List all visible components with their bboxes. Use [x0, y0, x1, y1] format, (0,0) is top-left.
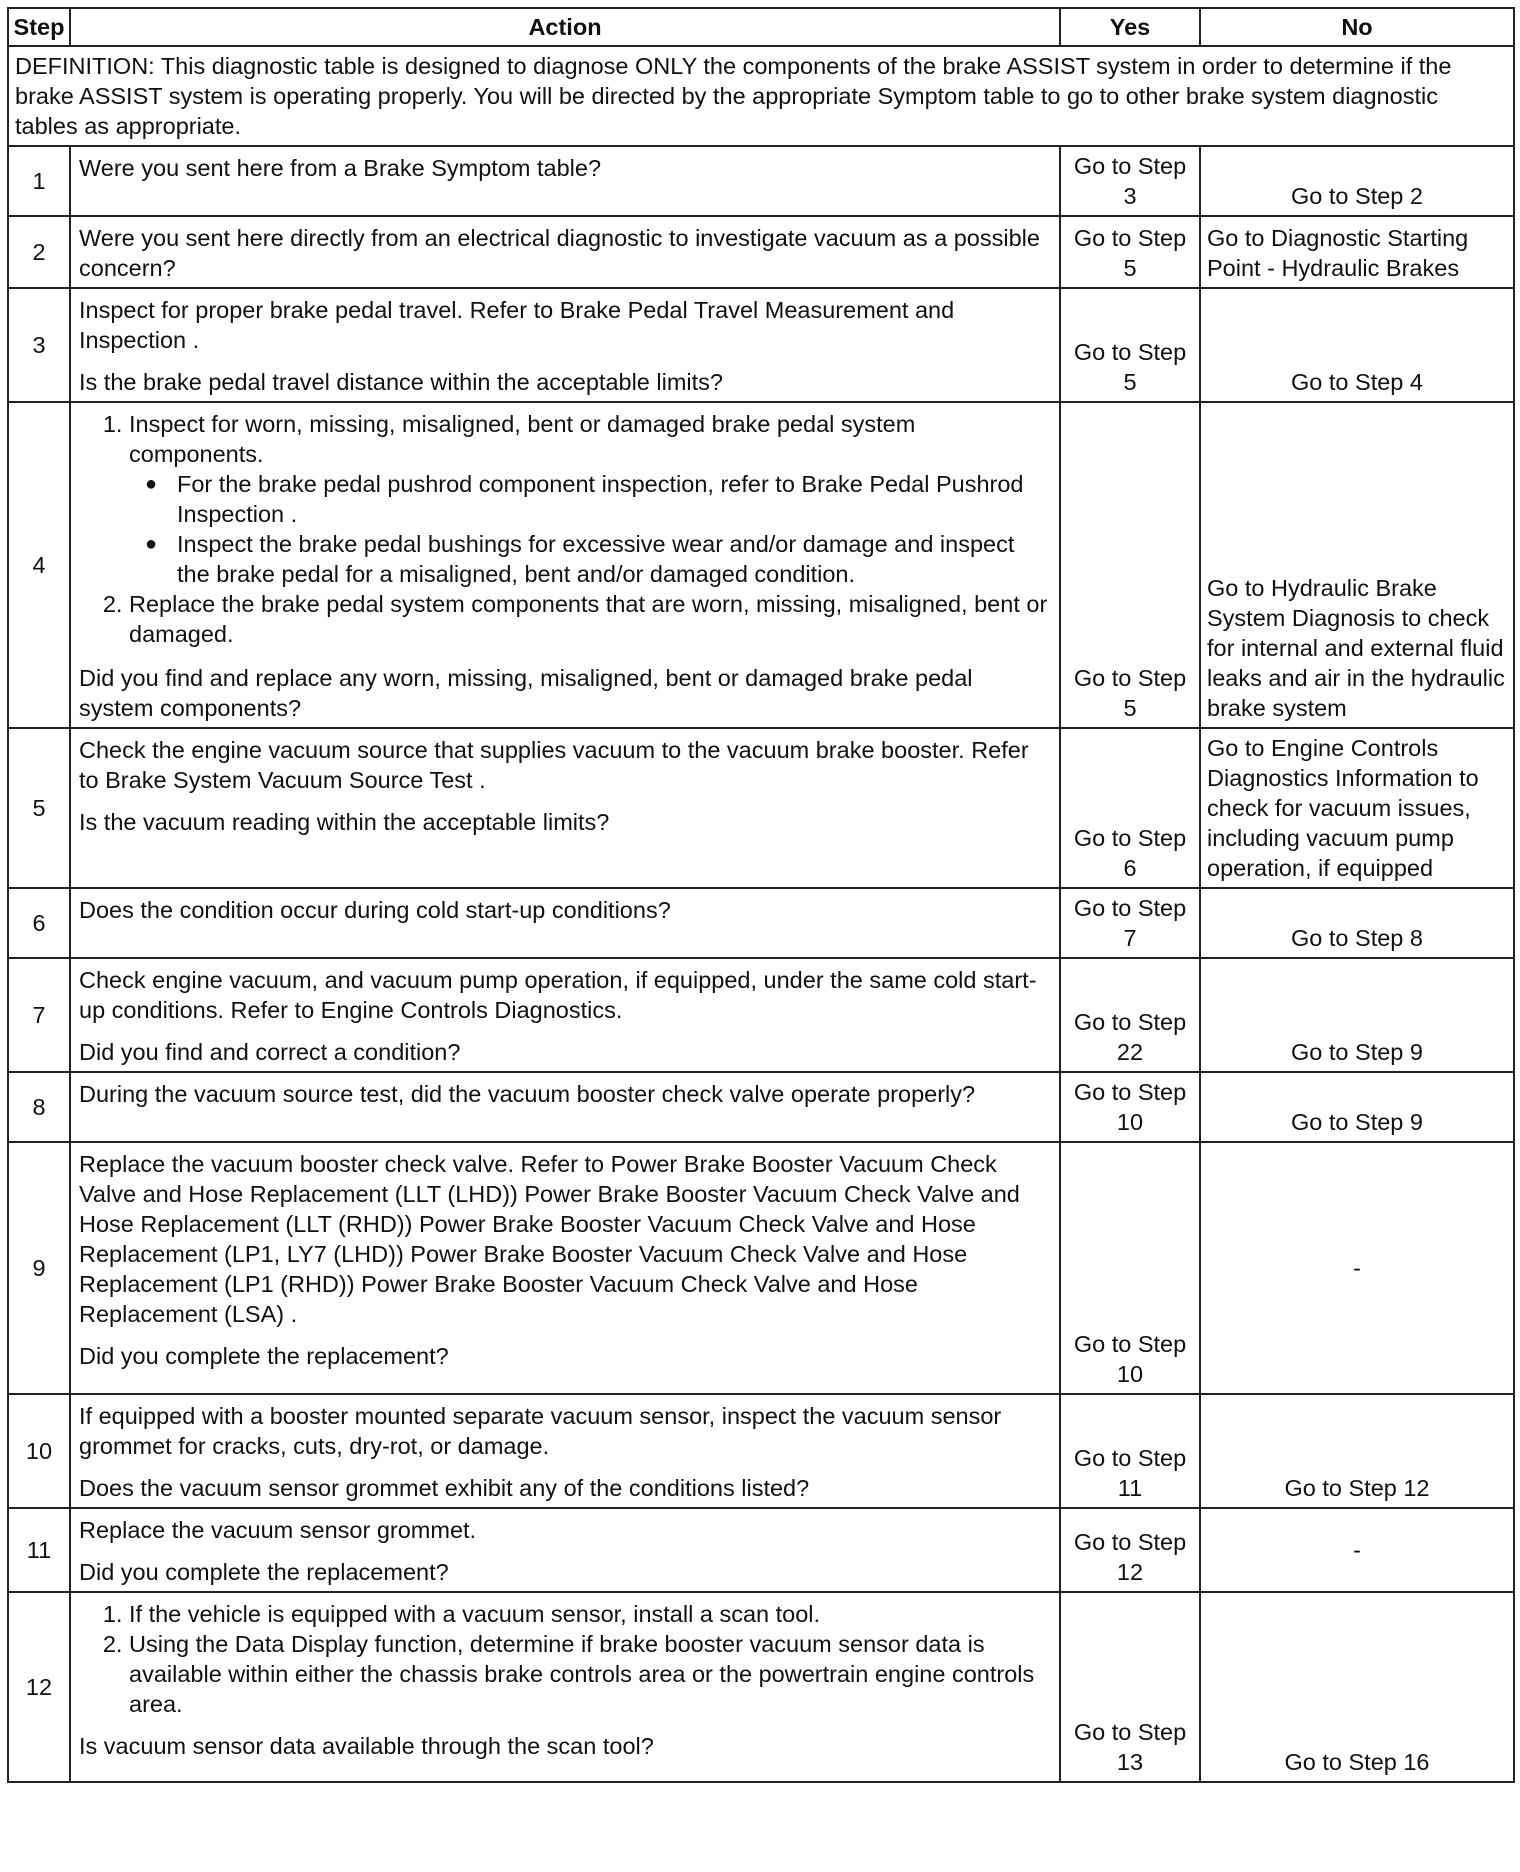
- header-yes: Yes: [1060, 8, 1200, 46]
- action-text: Replace the vacuum booster check valve. Refer to Power Brake Booster Vacuum Check Valve and Hose Replacement (LLT (LHD)) Power Brake Booster Vacuum Check Valve and Hose Replacement (LLT (RHD)) Power Brake Booster Vacuum Check Valve and Hose Replacement (LP1, LY7 (LHD)) Power Brake Booster Vacuum Check Valve and Hose Replacement (LP1 (RHD)) Power Brake Booster Vacuum Check Valve and Hose Replacement (LSA) .: [79, 1151, 1020, 1327]
- yes-cell: Go to Step 5: [1060, 288, 1200, 402]
- step-number: 3: [8, 288, 70, 402]
- table-row: [8, 1508, 1514, 1592]
- action-text: During the vacuum source test, did the vacuum booster check valve operate properly?: [79, 1081, 976, 1107]
- header-row: [8, 8, 1514, 46]
- action-cell: [70, 402, 1060, 728]
- action-question: Is vacuum sensor data available through the scan tool?: [79, 1733, 654, 1759]
- list-item: [129, 589, 1051, 649]
- action-question: Did you complete the replacement?: [79, 1559, 449, 1585]
- action-list: [79, 1599, 1051, 1719]
- table-row: [8, 728, 1514, 888]
- step-number: 10: [8, 1394, 70, 1508]
- step-number: 8: [8, 1072, 70, 1142]
- list-item: 2. Using the Data Display function, determine if brake booster vacuum sensor data is available within either the chassis brake controls area or the powertrain engine controls area.: [129, 1629, 1051, 1719]
- yes-cell: Go to Step 6: [1060, 728, 1200, 888]
- action-cell: [70, 1592, 1060, 1782]
- no-cell: Go to Step 9: [1200, 1072, 1514, 1142]
- action-question: Does the vacuum sensor grommet exhibit any of the conditions listed?: [79, 1475, 810, 1501]
- action-cell: [70, 216, 1060, 288]
- table-row: [8, 1142, 1514, 1394]
- action-cell: [70, 1142, 1060, 1394]
- action-text: Check engine vacuum, and vacuum pump operation, if equipped, under the same cold start-up conditions. Refer to Engine Controls Diagnostics.: [79, 967, 1037, 1023]
- yes-cell: Go to Step 10: [1060, 1142, 1200, 1394]
- step-number: 4: [8, 402, 70, 728]
- step-number: 11: [8, 1508, 70, 1592]
- bullet-item: ● Inspect the brake pedal bushings for excessive wear and/or damage and inspect the brake pedal for a misaligned, bent and/or damaged condition.: [177, 529, 1051, 589]
- table-row: [8, 1592, 1514, 1782]
- table-row: [8, 146, 1514, 216]
- step-number: 1: [8, 146, 70, 216]
- yes-cell: Go to Step 12: [1060, 1508, 1200, 1592]
- bullet-item: ● For the brake pedal pushrod component inspection, refer to Brake Pedal Pushrod Inspection .: [177, 469, 1051, 529]
- no-cell: Go to Step 2: [1200, 146, 1514, 216]
- action-text: Were you sent here directly from an electrical diagnostic to investigate vacuum as a possible concern?: [79, 225, 1040, 281]
- no-cell: Go to Step 4: [1200, 288, 1514, 402]
- list-item: [129, 409, 1051, 589]
- no-cell: Go to Step 12: [1200, 1394, 1514, 1508]
- yes-cell: Go to Step 3: [1060, 146, 1200, 216]
- action-cell: [70, 958, 1060, 1072]
- header-action: Action: [70, 8, 1060, 46]
- step-number: 9: [8, 1142, 70, 1394]
- definition-row: [8, 46, 1514, 146]
- list-item-text: Inspect for worn, missing, misaligned, bent or damaged brake pedal system components.: [129, 411, 916, 467]
- action-list: [79, 409, 1051, 649]
- table-row: [8, 958, 1514, 1072]
- step-number: 2: [8, 216, 70, 288]
- table-row: [8, 216, 1514, 288]
- action-question: Is the vacuum reading within the acceptable limits?: [79, 809, 610, 835]
- action-cell: [70, 1072, 1060, 1142]
- action-question: Is the brake pedal travel distance within the acceptable limits?: [79, 369, 723, 395]
- action-text: Inspect for proper brake pedal travel. Refer to Brake Pedal Travel Measurement and Inspection .: [79, 297, 955, 353]
- action-cell: [70, 888, 1060, 958]
- step-number: 12: [8, 1592, 70, 1782]
- table-row: [8, 402, 1514, 728]
- yes-cell: Go to Step 5: [1060, 216, 1200, 288]
- action-text: If equipped with a booster mounted separate vacuum sensor, inspect the vacuum sensor grommet for cracks, cuts, dry-rot, or damage.: [79, 1403, 1002, 1459]
- action-question: Did you complete the replacement?: [79, 1343, 449, 1369]
- action-cell: [70, 728, 1060, 888]
- action-text: Does the condition occur during cold start-up conditions?: [79, 897, 671, 923]
- action-text: Were you sent here from a Brake Symptom table?: [79, 155, 602, 181]
- yes-cell: Go to Step 7: [1060, 888, 1200, 958]
- definition-text: DEFINITION: This diagnostic table is designed to diagnose ONLY the components of the brake ASSIST system in order to determine if the brake ASSIST system is operating properly. You will be directed by the appropriate Symptom table to go to other brake system diagnostic tables as appropriate.: [8, 46, 1514, 146]
- action-cell: [70, 1508, 1060, 1592]
- no-cell: Go to Step 8: [1200, 888, 1514, 958]
- no-cell: Go to Step 9: [1200, 958, 1514, 1072]
- table-row: [8, 1072, 1514, 1142]
- action-text: Check the engine vacuum source that supplies vacuum to the vacuum brake booster. Refer to Brake System Vacuum Source Test .: [79, 737, 1029, 793]
- no-cell: Go to Engine Controls Diagnostics Information to check for vacuum issues, including vacuum pump operation, if equipped: [1200, 728, 1514, 888]
- header-no: No: [1200, 8, 1514, 46]
- action-cell: [70, 1394, 1060, 1508]
- step-number: 7: [8, 958, 70, 1072]
- no-cell: -: [1200, 1142, 1514, 1394]
- table-row: [8, 288, 1514, 402]
- header-step: Step: [8, 8, 70, 46]
- no-cell: Go to Hydraulic Brake System Diagnosis to check for internal and external fluid leaks and air in the hydraulic brake system: [1200, 402, 1514, 728]
- action-cell: [70, 288, 1060, 402]
- yes-cell: Go to Step 13: [1060, 1592, 1200, 1782]
- action-question: Did you find and correct a condition?: [79, 1039, 461, 1065]
- list-item: 1. If the vehicle is equipped with a vacuum sensor, install a scan tool.: [129, 1599, 1051, 1629]
- yes-cell: Go to Step 10: [1060, 1072, 1200, 1142]
- step-number: 6: [8, 888, 70, 958]
- diagnostic-table: [7, 7, 1515, 1783]
- no-cell: Go to Step 16: [1200, 1592, 1514, 1782]
- no-cell: -: [1200, 1508, 1514, 1592]
- yes-cell: Go to Step 22: [1060, 958, 1200, 1072]
- yes-cell: Go to Step 11: [1060, 1394, 1200, 1508]
- action-question: Did you find and replace any worn, missing, misaligned, bent or damaged brake pedal system components?: [79, 665, 973, 721]
- no-cell: Go to Diagnostic Starting Point - Hydraulic Brakes: [1200, 216, 1514, 288]
- step-number: 5: [8, 728, 70, 888]
- table-row: [8, 1394, 1514, 1508]
- table-row: [8, 888, 1514, 958]
- bullet-list: [129, 469, 1051, 589]
- action-cell: [70, 146, 1060, 216]
- action-text: Replace the vacuum sensor grommet.: [79, 1517, 477, 1543]
- list-item-text: Replace the brake pedal system components that are worn, missing, misaligned, bent or damaged.: [129, 591, 1048, 647]
- yes-cell: Go to Step 5: [1060, 402, 1200, 728]
